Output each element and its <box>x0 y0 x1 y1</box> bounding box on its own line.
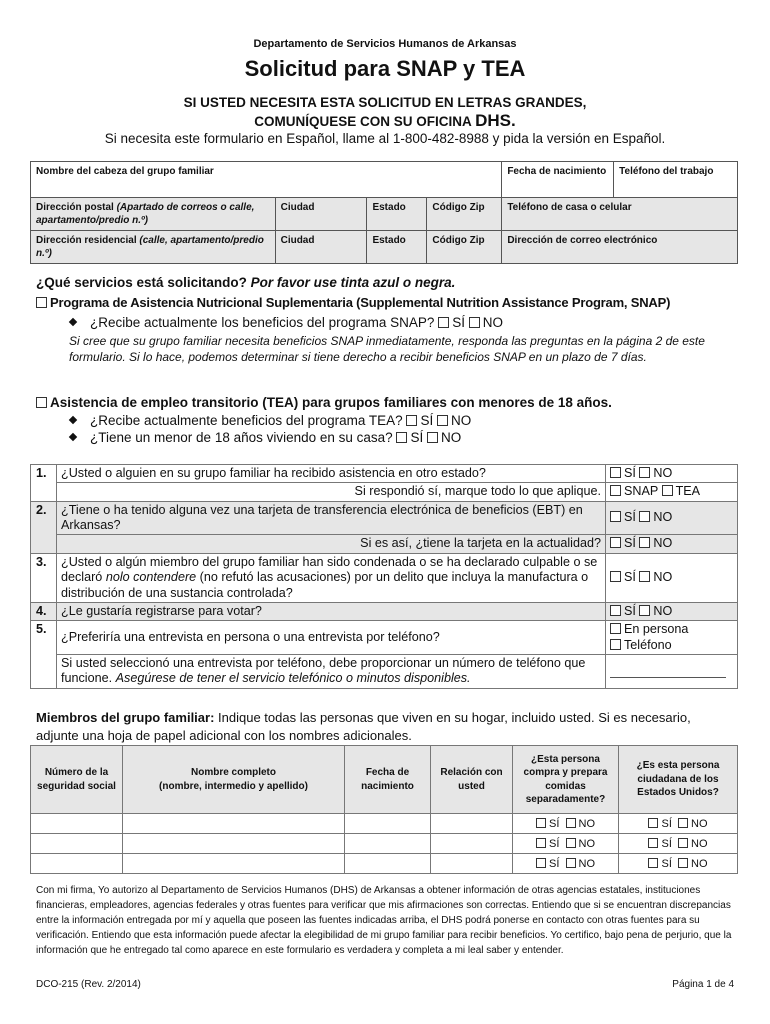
q5-phone-note <box>57 654 606 688</box>
q3-answer <box>606 553 738 602</box>
ink-note: Por favor use tinta azul o negra. <box>250 275 456 290</box>
members-table <box>30 745 738 874</box>
q4-text: ¿Le gustaría registrarse para votar? <box>57 602 606 620</box>
citizen-choice <box>619 854 738 874</box>
relation-cell[interactable] <box>431 834 513 854</box>
phone-number-field[interactable] <box>606 654 738 688</box>
q4-no-label: NO <box>653 603 673 618</box>
services-question <box>36 275 455 290</box>
q1-yes-checkbox[interactable] <box>610 467 621 478</box>
food-no-label: NO <box>578 817 596 830</box>
q3-text-a: ¿Usted o algún miembro del grupo familiar han sido condenada o se ha declarado culpable o se declaró <box>61 554 598 585</box>
members-intro <box>36 709 736 746</box>
tea-no-label: NO <box>450 413 472 428</box>
q2-sub-no-label: NO <box>653 536 673 551</box>
q2-sub-no-checkbox[interactable] <box>639 537 650 548</box>
food-yes-checkbox[interactable] <box>536 838 546 848</box>
q1-text: ¿Usted o alguien en su grupo familiar ha recibido asistencia en otro estado? <box>57 465 606 483</box>
phone-number-line <box>610 677 726 678</box>
postal-address-field[interactable] <box>31 198 276 231</box>
ssn-cell[interactable] <box>31 854 123 874</box>
col-dob: Fecha de nacimiento <box>345 746 431 814</box>
city-label: Ciudad <box>280 202 315 213</box>
q3-text-b: (no refutó las acusaciones) por un delito que incluya la manufactura o distribución de una sustancia controlada? <box>61 570 589 600</box>
work-phone-label: Teléfono del trabajo <box>619 166 714 177</box>
minor-no-checkbox[interactable] <box>427 432 438 443</box>
food-no-label: NO <box>578 837 596 850</box>
diamond-bullet-icon <box>69 318 77 326</box>
snap-program-label: Programa de Asistencia Nutricional Suplementaria (Supplemental Nutrition Assistance Program, SNAP) <box>50 295 671 310</box>
citizen-no-checkbox[interactable] <box>678 818 688 828</box>
citizen-yes-checkbox[interactable] <box>648 838 658 848</box>
q1-subtext: Si respondió sí, marque todo lo que aplique. <box>57 483 606 501</box>
citizen-yes-checkbox[interactable] <box>648 858 658 868</box>
q2-answer <box>606 501 738 535</box>
food-yes-label: SÍ <box>548 857 560 870</box>
birth-date-label: Fecha de nacimiento <box>507 166 607 177</box>
questions-table <box>30 464 738 689</box>
zip-field-2[interactable] <box>427 231 502 264</box>
snap-expedited-note: Si cree que su grupo familiar necesita beneficios SNAP inmediatamente, responda las preguntas en la página 2 de este formulario. Si lo hace, podemos determinar si tiene derecho a recibir beneficios SNAP en un plazo de 7 días. <box>69 334 705 364</box>
food-yes-label: SÍ <box>548 817 560 830</box>
applicant-info-table <box>30 161 738 264</box>
postal-address-label: Dirección postal <box>36 202 114 213</box>
q2-yes-checkbox[interactable] <box>610 511 621 522</box>
members-intro-text: Indique todas las personas que viven en su hogar, incluido usted. Si es necesario, adjunte una hoja de papel adicional con los nombres adicionales. <box>36 710 691 744</box>
col-citizen: ¿Es esta persona ciudadana de los Estados Unidos? <box>619 746 738 814</box>
tea-current-text: ¿Recibe actualmente beneficios del programa TEA? <box>90 413 403 428</box>
table-row <box>31 854 738 874</box>
food-yes-checkbox[interactable] <box>536 858 546 868</box>
col-relation: Relación con usted <box>431 746 513 814</box>
phone-label: Teléfono <box>624 637 672 652</box>
head-name-field[interactable] <box>31 162 502 198</box>
q3-text-italic: nolo contendere <box>105 570 197 585</box>
page-number: Página 1 de 4 <box>672 979 734 990</box>
tea-no-checkbox[interactable] <box>437 415 448 426</box>
work-phone-field[interactable] <box>614 162 738 198</box>
home-cell-phone-field[interactable] <box>502 198 738 231</box>
consent-statement: Con mi firma, Yo autorizo al Departamento de Servicios Humanos (DHS) de Arkansas a obtener información de otras agencias estatales, instituciones financieras, empleadores, agencias federales y otras fuentes para verificar que mis afirmaciones son correctas. Entiendo que si se encuentran discrepancias entre la información entregada por mí y aquella que poseen las fuentes indicadas arriba, el DHS podrá ponerse en contacto con otras fuentes para su verificación. Entiendo que esta información puede afectar la elegibilidad de mi grupo familiar para recibir beneficios. Yo certifico, bajo pena de perjurio, que la información que he entregado tal como aparece en este formulario es verdadera y completa a mi leal saber y entender. <box>36 885 732 956</box>
dob-cell[interactable] <box>345 814 431 834</box>
q1-number: 1. <box>31 465 57 502</box>
dob-cell[interactable] <box>345 854 431 874</box>
minor-question <box>70 430 461 445</box>
snap-yes-label: SÍ <box>452 315 465 330</box>
table-row <box>31 834 738 854</box>
col-name-label: Nombre completo <box>190 767 276 778</box>
q4-number: 4. <box>31 602 57 620</box>
q2-yes-label: SÍ <box>624 510 636 525</box>
minor-question-text: ¿Tiene un menor de 18 años viviendo en su casa? <box>90 430 393 445</box>
members-intro-bold: Miembros del grupo familiar: <box>36 710 215 725</box>
citizen-yes-checkbox[interactable] <box>648 818 658 828</box>
home-cell-phone-label: Teléfono de casa o celular <box>507 202 632 213</box>
department-name: Departamento de Servicios Humanos de Arkansas <box>253 38 517 50</box>
minor-yes-label: SÍ <box>410 430 424 445</box>
q5-number: 5. <box>31 621 57 688</box>
residential-address-label: Dirección residencial <box>36 235 137 246</box>
large-print-contact: COMUNÍQUESE CON SU OFICINA <box>254 114 472 129</box>
col-name-sub: (nombre, intermedio y apellido) <box>159 780 308 792</box>
name-cell[interactable] <box>123 854 345 874</box>
food-no-label: NO <box>578 857 596 870</box>
diamond-bullet-icon <box>69 433 77 441</box>
q2-sub-yes-label: SÍ <box>624 536 636 551</box>
form-code: DCO-215 (Rev. 2/2014) <box>36 979 141 990</box>
tea-yes-checkbox[interactable] <box>406 415 417 426</box>
q4-no-checkbox[interactable] <box>639 605 650 616</box>
name-cell[interactable] <box>123 814 345 834</box>
col-name <box>123 746 345 814</box>
large-print-notice-line2 <box>0 111 770 131</box>
tea-program-option <box>36 395 612 410</box>
food-no-checkbox[interactable] <box>566 838 576 848</box>
q5-note-text: Si usted seleccionó una entrevista por teléfono, debe proporcionar un número de teléfono que funcione. <box>61 655 586 686</box>
q1-no-checkbox[interactable] <box>639 467 650 478</box>
state-field[interactable] <box>367 198 427 231</box>
q3-no-label: NO <box>653 570 673 585</box>
ssn-cell[interactable] <box>31 814 123 834</box>
q3-text <box>57 553 606 602</box>
residential-address-field[interactable] <box>31 231 276 264</box>
snap-yes-checkbox[interactable] <box>438 317 449 328</box>
spanish-version-notice: Si necesita este formulario en Español, llame al 1-800-482-8988 y pida la versión en Español. <box>104 131 666 146</box>
q4-answer <box>606 602 738 620</box>
citizen-no-label: NO <box>691 857 708 870</box>
q2-no-checkbox[interactable] <box>639 511 650 522</box>
q4-yes-label: SÍ <box>624 603 636 618</box>
q1-program-answer <box>606 483 738 501</box>
birth-date-field[interactable] <box>502 162 614 198</box>
q3-number: 3. <box>31 553 57 602</box>
citizen-yes-label: SÍ <box>661 857 672 870</box>
q1-tea-checkbox[interactable] <box>662 485 673 496</box>
q4-yes-checkbox[interactable] <box>610 605 621 616</box>
state-field-2[interactable] <box>367 231 427 264</box>
snap-no-label: NO <box>482 315 503 330</box>
name-cell[interactable] <box>123 834 345 854</box>
city-label-2: Ciudad <box>280 235 315 246</box>
citizen-no-checkbox[interactable] <box>678 838 688 848</box>
food-no-checkbox[interactable] <box>566 858 576 868</box>
minor-no-label: NO <box>441 430 462 445</box>
citizen-choice <box>619 834 738 854</box>
email-label: Dirección de correo electrónico <box>507 235 658 246</box>
q1-snap-checkbox[interactable] <box>610 485 621 496</box>
citizen-choice <box>619 814 738 834</box>
snap-current-text: ¿Recibe actualmente los beneficios del programa SNAP? <box>90 315 435 330</box>
citizen-yes-label: SÍ <box>661 817 672 830</box>
q2-no-label: NO <box>653 510 673 525</box>
q1-no-label: NO <box>653 466 673 480</box>
dob-cell[interactable] <box>345 834 431 854</box>
services-question-text: ¿Qué servicios está solicitando? <box>36 275 247 290</box>
q3-yes-label: SÍ <box>624 570 636 585</box>
in-person-label: En persona <box>624 622 689 637</box>
tea-current-question <box>70 413 471 428</box>
q1-answer <box>606 465 738 483</box>
q2-sub-answer <box>606 535 738 553</box>
snap-program-checkbox[interactable] <box>36 297 47 308</box>
col-ssn: Número de la seguridad social <box>31 746 123 814</box>
email-field[interactable] <box>502 231 738 264</box>
q3-no-checkbox[interactable] <box>639 571 650 582</box>
state-label-2: Estado <box>372 235 406 246</box>
q2-number: 2. <box>31 501 57 553</box>
food-choice <box>513 834 619 854</box>
table-row <box>31 814 738 834</box>
col-food: ¿Esta persona compra y prepara comidas separadamente? <box>513 746 619 814</box>
tea-program-checkbox[interactable] <box>36 397 47 408</box>
q3-yes-checkbox[interactable] <box>610 571 621 582</box>
snap-no-checkbox[interactable] <box>469 317 480 328</box>
diamond-bullet-icon <box>69 416 77 424</box>
food-choice <box>513 854 619 874</box>
q1-yes-label: SÍ <box>624 466 636 480</box>
state-label: Estado <box>372 202 406 213</box>
zip-label-2: Código Zip <box>432 235 485 246</box>
snap-program-option <box>36 295 670 310</box>
food-choice <box>513 814 619 834</box>
q5-note-italic: Asegúrese de tener el servicio telefónico o minutos disponibles. <box>115 671 471 686</box>
citizen-no-checkbox[interactable] <box>678 858 688 868</box>
food-no-checkbox[interactable] <box>566 818 576 828</box>
food-yes-label: SÍ <box>548 837 560 850</box>
citizen-yes-label: SÍ <box>661 837 672 850</box>
dhs-label: DHS. <box>475 111 516 130</box>
relation-cell[interactable] <box>431 814 513 834</box>
relation-cell[interactable] <box>431 854 513 874</box>
zip-field[interactable] <box>427 198 502 231</box>
city-field[interactable] <box>275 198 367 231</box>
q2-subtext: Si es así, ¿tiene la tarjeta en la actualidad? <box>57 535 606 553</box>
in-person-checkbox[interactable] <box>610 623 621 634</box>
head-name-label: Nombre del cabeza del grupo familiar <box>36 166 214 177</box>
minor-yes-checkbox[interactable] <box>396 432 407 443</box>
citizen-no-label: NO <box>691 837 708 850</box>
phone-checkbox[interactable] <box>610 639 621 650</box>
ssn-cell[interactable] <box>31 834 123 854</box>
q2-sub-yes-checkbox[interactable] <box>610 537 621 548</box>
tea-yes-label: SÍ <box>420 413 434 428</box>
food-yes-checkbox[interactable] <box>536 818 546 828</box>
citizen-no-label: NO <box>691 817 708 830</box>
q2-text: ¿Tiene o ha tenido alguna vez una tarjeta de transferencia electrónica de beneficios (EBT) en Arkansas? <box>57 501 606 535</box>
q5-answer <box>606 621 738 655</box>
snap-current-question <box>70 315 503 330</box>
residential-address-note: (calle, apartamento/predio n.º) <box>36 235 264 259</box>
postal-address-note: (Apartado de correos o calle, apartamento/predio n.º) <box>36 202 255 226</box>
zip-label: Código Zip <box>432 202 485 213</box>
city-field-2[interactable] <box>275 231 367 264</box>
large-print-notice-line1: SI USTED NECESITA ESTA SOLICITUD EN LETRAS GRANDES, <box>183 95 587 110</box>
q1-tea-label: TEA <box>675 484 701 499</box>
tea-program-label: Asistencia de empleo transitorio (TEA) para grupos familiares con menores de 18 años. <box>50 395 612 410</box>
page-title: Solicitud para SNAP y TEA <box>244 56 526 81</box>
q1-snap-label: SNAP <box>624 484 659 499</box>
q5-text: ¿Preferiría una entrevista en persona o una entrevista por teléfono? <box>57 621 606 655</box>
